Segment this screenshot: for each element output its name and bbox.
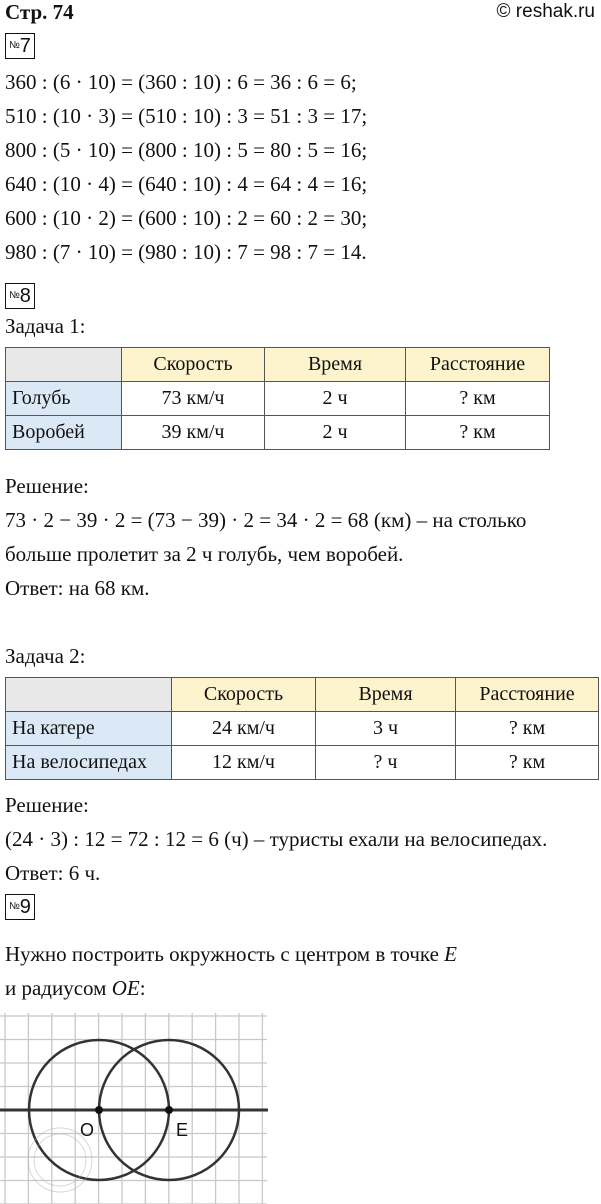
task1-table	[5, 347, 550, 450]
ex9-text: Нужно построить окружность с центром в точке E	[5, 942, 457, 966]
exercise-9-badge: №9	[5, 894, 35, 920]
point-e	[165, 1106, 173, 1114]
label-e: E	[176, 1120, 189, 1140]
task2-table	[5, 677, 599, 780]
circle-drawing	[0, 1005, 280, 1204]
ex7-line: 640 : (10 · 4) = (640 : 10) : 4 = 64 : 4 = 16;	[5, 172, 368, 196]
task2-answer: Ответ: 6 ч.	[5, 861, 101, 885]
ex7-line: 600 : (10 · 2) = (600 : 10) : 2 = 60 : 2 = 30;	[5, 206, 368, 230]
task1-solution-line: больше пролетит за 2 ч голубь, чем воробей.	[5, 542, 404, 566]
col-distance: Расстояние	[456, 678, 599, 712]
col-speed: Скорость	[172, 678, 316, 712]
table-row: На велосипедах 12 км/ч ? ч ? км	[6, 746, 599, 780]
ex7-line: 800 : (5 · 10) = (800 : 10) : 5 = 80 : 5 = 16;	[5, 138, 368, 162]
page-number: Стр. 74	[5, 0, 74, 24]
task1-title: Задача 1:	[5, 314, 86, 338]
task1-solution-label: Решение:	[5, 474, 89, 498]
table-row: На катере 24 км/ч 3 ч ? км	[6, 712, 599, 746]
exercise-7-badge: №7	[5, 33, 35, 59]
col-speed: Скорость	[122, 348, 265, 382]
task1-solution-line: 73 · 2 − 39 · 2 = (73 − 39) · 2 = 34 · 2 = 68 (км) – на столько	[5, 508, 527, 532]
col-distance: Расстояние	[406, 348, 550, 382]
ex7-line: 510 : (10 · 3) = (510 : 10) : 3 = 51 : 3 = 17;	[5, 104, 368, 128]
watermark	[28, 1128, 92, 1192]
col-time: Время	[316, 678, 456, 712]
task2-solution-line: (24 · 3) : 12 = 72 : 12 = 6 (ч) – туристы ехали на велосипедах.	[5, 827, 548, 851]
table-row: Голубь 73 км/ч 2 ч ? км	[6, 382, 550, 416]
task2-solution-label: Решение:	[5, 793, 89, 817]
ex7-line: 980 : (7 · 10) = (980 : 10) : 7 = 98 : 7 = 14.	[5, 240, 367, 264]
col-time: Время	[265, 348, 406, 382]
label-o: O	[80, 1120, 95, 1140]
task2-title: Задача 2:	[5, 644, 86, 668]
point-o	[95, 1106, 103, 1114]
exercise-8-badge: №8	[5, 283, 35, 309]
table-row: Воробей 39 км/ч 2 ч ? км	[6, 416, 550, 450]
ex7-line: 360 : (6 · 10) = (360 : 10) : 6 = 36 : 6 = 6;	[5, 70, 357, 94]
ex9-text: и радиусом OE:	[5, 976, 146, 1000]
task1-answer: Ответ: на 68 км.	[5, 576, 150, 600]
site-credit: © reshak.ru	[496, 1, 595, 22]
